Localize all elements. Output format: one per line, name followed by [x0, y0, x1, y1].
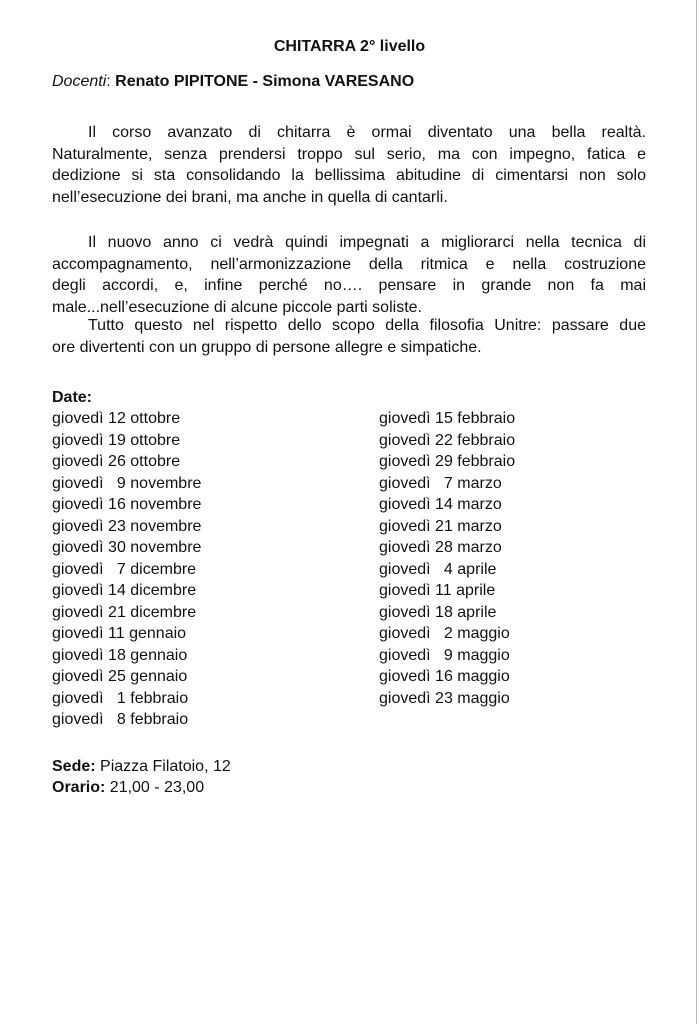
page-edge	[696, 0, 697, 1024]
teachers-line	[52, 73, 414, 91]
date-item: giovedì 23 novembre	[52, 517, 202, 535]
date-item: giovedì 16 maggio	[379, 668, 510, 685]
date-item: giovedì 28 marzo	[379, 539, 502, 556]
venue-label: Sede:	[52, 758, 96, 775]
date-item: giovedì 11 gennaio	[52, 625, 187, 642]
date-item: giovedì 14 marzo	[379, 496, 502, 513]
date-item: giovedì 18 gennaio	[52, 646, 188, 664]
venue-info	[52, 756, 231, 798]
date-item: giovedì 21 dicembre	[52, 603, 197, 621]
paragraph-line: degli accordi, e, infine perché no…. pensare in grande non fa mai	[52, 277, 646, 294]
dates-column-1	[52, 408, 201, 731]
date-item: giovedì 12 ottobre	[52, 410, 181, 427]
date-item: giovedì 18 aprile	[379, 603, 497, 621]
venue-value: Piazza Filatoio, 12	[95, 758, 231, 775]
date-item: giovedì 8 febbraio	[52, 711, 189, 728]
date-item: giovedì 11 aprile	[379, 582, 496, 599]
dates-column-2	[379, 408, 515, 709]
date-item: giovedì 22 febbraio	[379, 431, 516, 449]
date-item: giovedì 4 aprile	[379, 560, 497, 578]
date-item: giovedì 2 maggio	[379, 625, 510, 642]
paragraph-line: dedizione si sta consolidando la bellissima abitudine di cimentarsi non solo	[52, 167, 646, 184]
paragraph-line: accompagnamento, nell’armonizzazione della ritmica e nella costruzione	[52, 255, 646, 273]
paragraph-line: nell’esecuzione dei brani, ma anche in quella di cantarli.	[52, 188, 448, 206]
date-item: giovedì 9 novembre	[52, 474, 202, 492]
teachers-names: Renato PIPITONE - Simona VARESANO	[115, 73, 415, 90]
venue-line	[52, 756, 231, 777]
date-item: giovedì 30 novembre	[52, 539, 202, 556]
paragraph-1	[52, 122, 646, 208]
paragraph-line: Tutto questo nel rispetto dello scopo della filosofia Unitre: passare due	[88, 317, 646, 334]
schedule-value: 21,00 - 23,00	[105, 779, 205, 796]
document-title: CHITARRA 2° livello	[273, 38, 426, 55]
date-item: giovedì 23 maggio	[379, 689, 510, 707]
paragraph-line: male...nell’esecuzione di alcune piccole parti soliste.	[52, 298, 422, 316]
paragraph-line: Il nuovo anno ci vedrà quindi impegnati a migliorarci nella tecnica di	[88, 234, 646, 251]
schedule-label: Orario:	[52, 779, 106, 796]
teachers-separator: :	[106, 73, 116, 90]
date-item: giovedì 16 novembre	[52, 496, 202, 513]
paragraph-2	[52, 232, 646, 318]
date-item: giovedì 9 maggio	[379, 646, 510, 664]
date-item: giovedì 19 ottobre	[52, 431, 181, 449]
date-item: giovedì 14 dicembre	[52, 582, 197, 599]
date-item: giovedì 1 febbraio	[52, 689, 189, 707]
date-item: giovedì 7 marzo	[379, 474, 502, 492]
date-item: giovedì 7 dicembre	[52, 560, 197, 578]
schedule-line	[52, 777, 231, 798]
paragraph-line: ore divertenti con un gruppo di persone allegre e simpatiche.	[52, 338, 482, 356]
date-item: giovedì 21 marzo	[379, 517, 502, 535]
teachers-label: Docenti	[52, 73, 107, 90]
date-item: giovedì 15 febbraio	[379, 410, 516, 427]
dates-label: Date:	[52, 389, 93, 406]
date-item: giovedì 25 gennaio	[52, 668, 188, 685]
paragraph-line: Naturalmente, senza prendersi troppo sul serio, ma con impegno, fatica e	[52, 145, 646, 163]
paragraph-3	[52, 315, 646, 358]
paragraph-line: Il corso avanzato di chitarra è ormai diventato una bella realtà.	[88, 124, 646, 141]
date-item: giovedì 26 ottobre	[52, 453, 181, 470]
date-item: giovedì 29 febbraio	[379, 453, 516, 470]
